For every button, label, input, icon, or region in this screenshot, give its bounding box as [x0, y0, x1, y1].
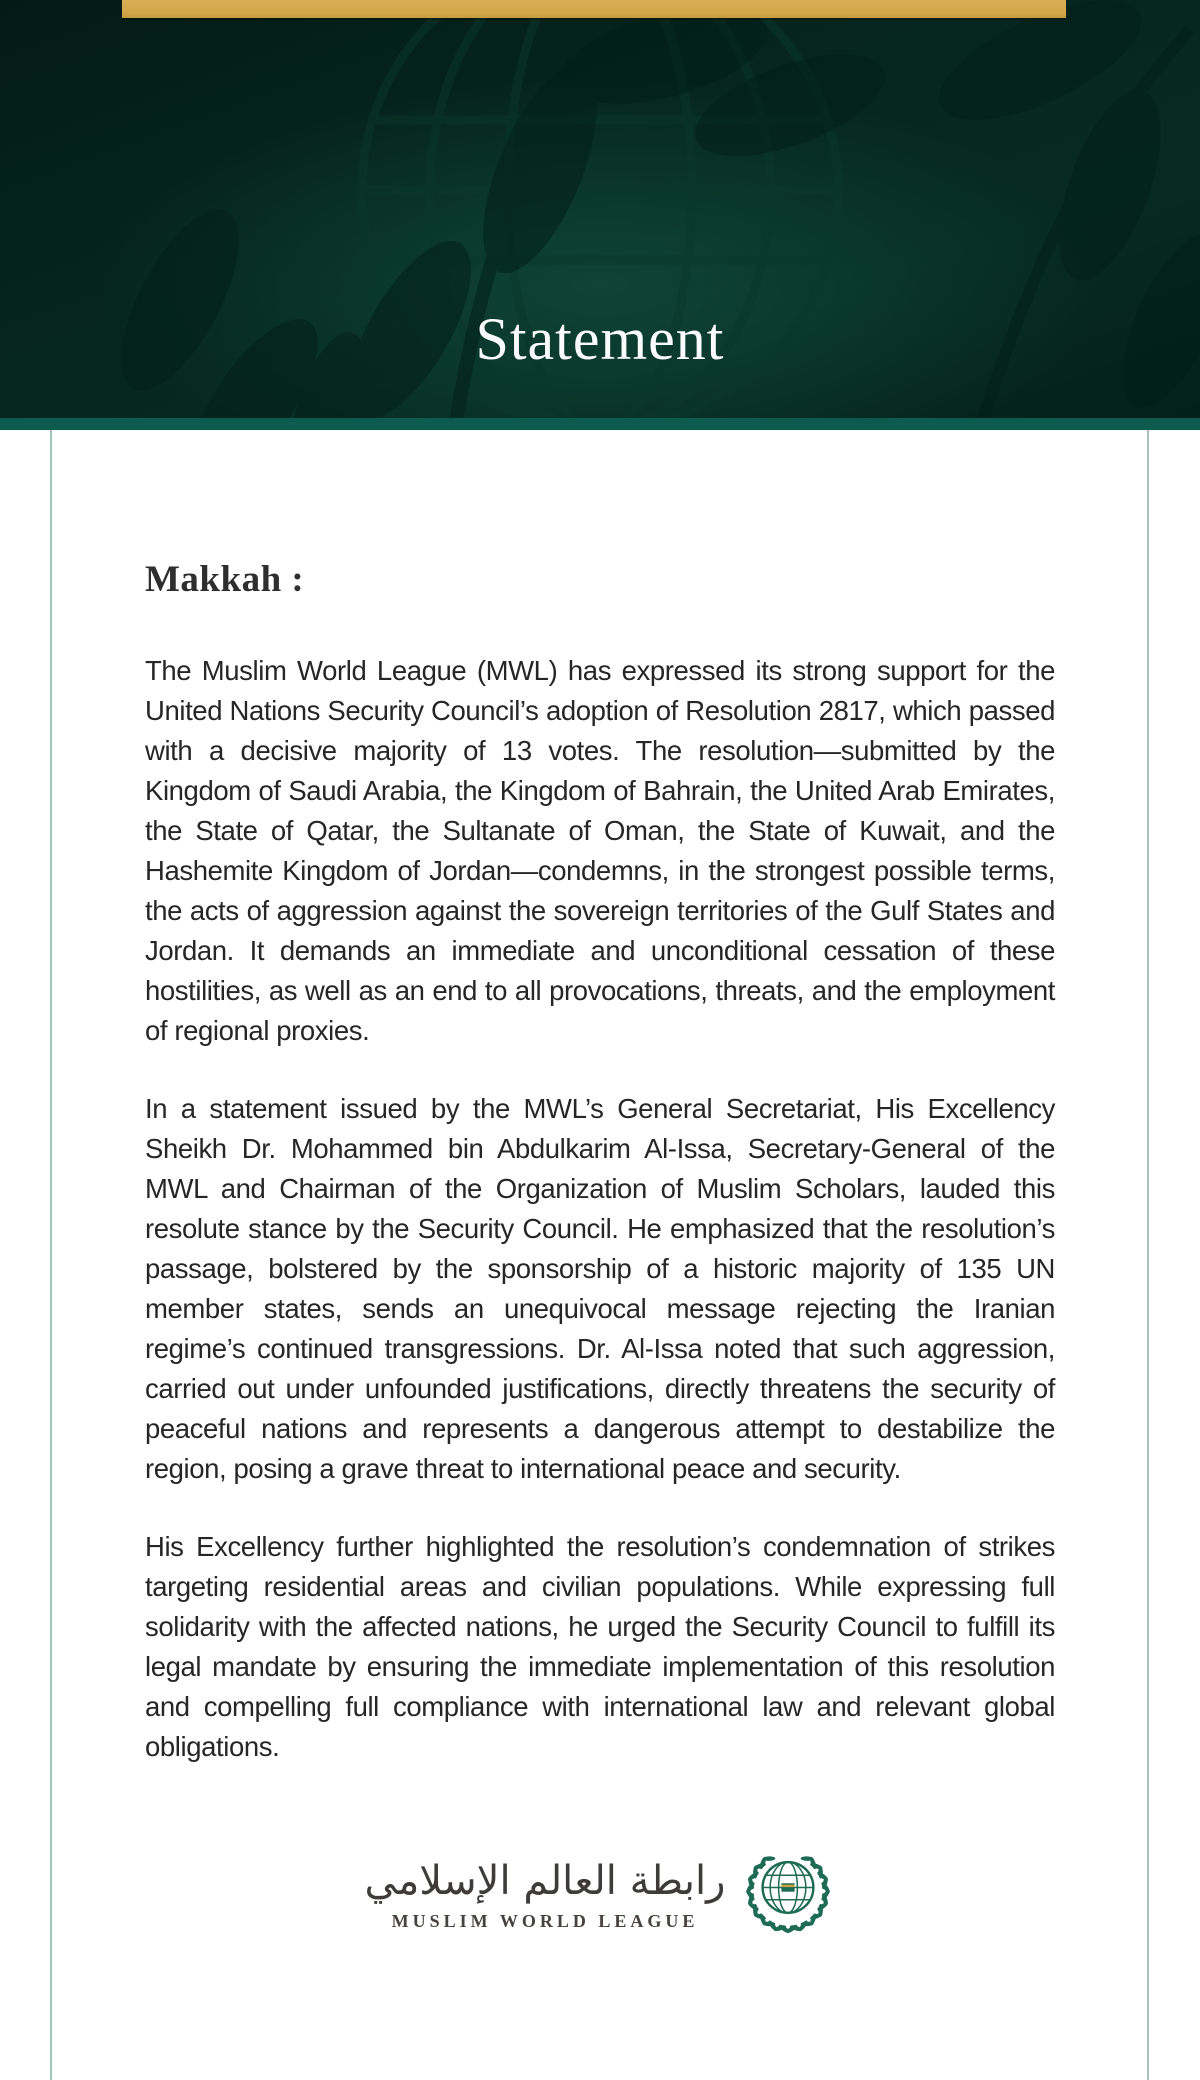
mwl-logo	[145, 1845, 1055, 1945]
statement-body	[145, 430, 1055, 1945]
statement-paragraph: His Excellency further highlighted the resolution’s condemnation of strikes targeting residential areas and civilian populations. While expressing full solidarity with the affected nations, he urged the Security Council to fulfill its legal mandate by ensuring the immediate implementation of this resolution and compelling full compliance with international law and relevant global obligations.	[145, 1531, 1055, 1762]
teal-divider	[0, 418, 1200, 430]
statement-header	[0, 0, 1200, 418]
content-card	[0, 430, 1200, 2080]
mwl-logo-text	[365, 1859, 726, 1932]
globe-wreath-emblem-icon	[741, 1845, 835, 1945]
statement-paragraph: In a statement issued by the MWL’s General Secretariat, His Excellency Sheikh Dr. Mohammed bin Abdulkarim Al-Issa, Secretary-General of the MWL and Chairman of the Organization of Muslim Scholars, lauded this resolute stance by the Security Council. He emphasized that the resolution’s passage, bolstered by the sponsorship of a historic majority of 135 UN member states, sends an unequivocal message rejecting the Iranian regime’s continued transgressions. Dr. Al-Issa noted that such aggression, carried out under unfounded justifications, directly threatens the security of peaceful nations and represents a dangerous attempt to destabilize the region, posing a grave threat to international peace and security.	[145, 1093, 1055, 1484]
location-heading: Makkah :	[145, 559, 305, 600]
kaaba-mark	[782, 1883, 795, 1891]
card-right-border	[1147, 430, 1149, 2080]
page-title: Statement	[475, 306, 725, 372]
mwl-logo-arabic-calligraphy: رابطة العالم الإسلامي	[364, 1857, 726, 1904]
mwl-logo-wordmark: MUSLIM WORLD LEAGUE	[391, 1910, 699, 1931]
gold-accent-bar	[122, 0, 1066, 18]
card-left-border	[50, 430, 52, 2080]
statement-paragraph: The Muslim World League (MWL) has expressed its strong support for the United Nations Security Council’s adoption of Resolution 2817, which passed with a decisive majority of 13 votes. The resolution—submitted by the Kingdom of Saudi Arabia, the Kingdom of Bahrain, the United Arab Emirates, the State of Qatar, the Sultanate of Oman, the State of Kuwait, and the Hashemite Kingdom of Jordan—condemns, in the strongest possible terms, the acts of aggression against the sovereign territories of the Gulf States and Jordan. It demands an immediate and unconditional cessation of these hostilities, as well as an end to all provocations, threats, and the employment of regional proxies.	[145, 655, 1055, 1046]
